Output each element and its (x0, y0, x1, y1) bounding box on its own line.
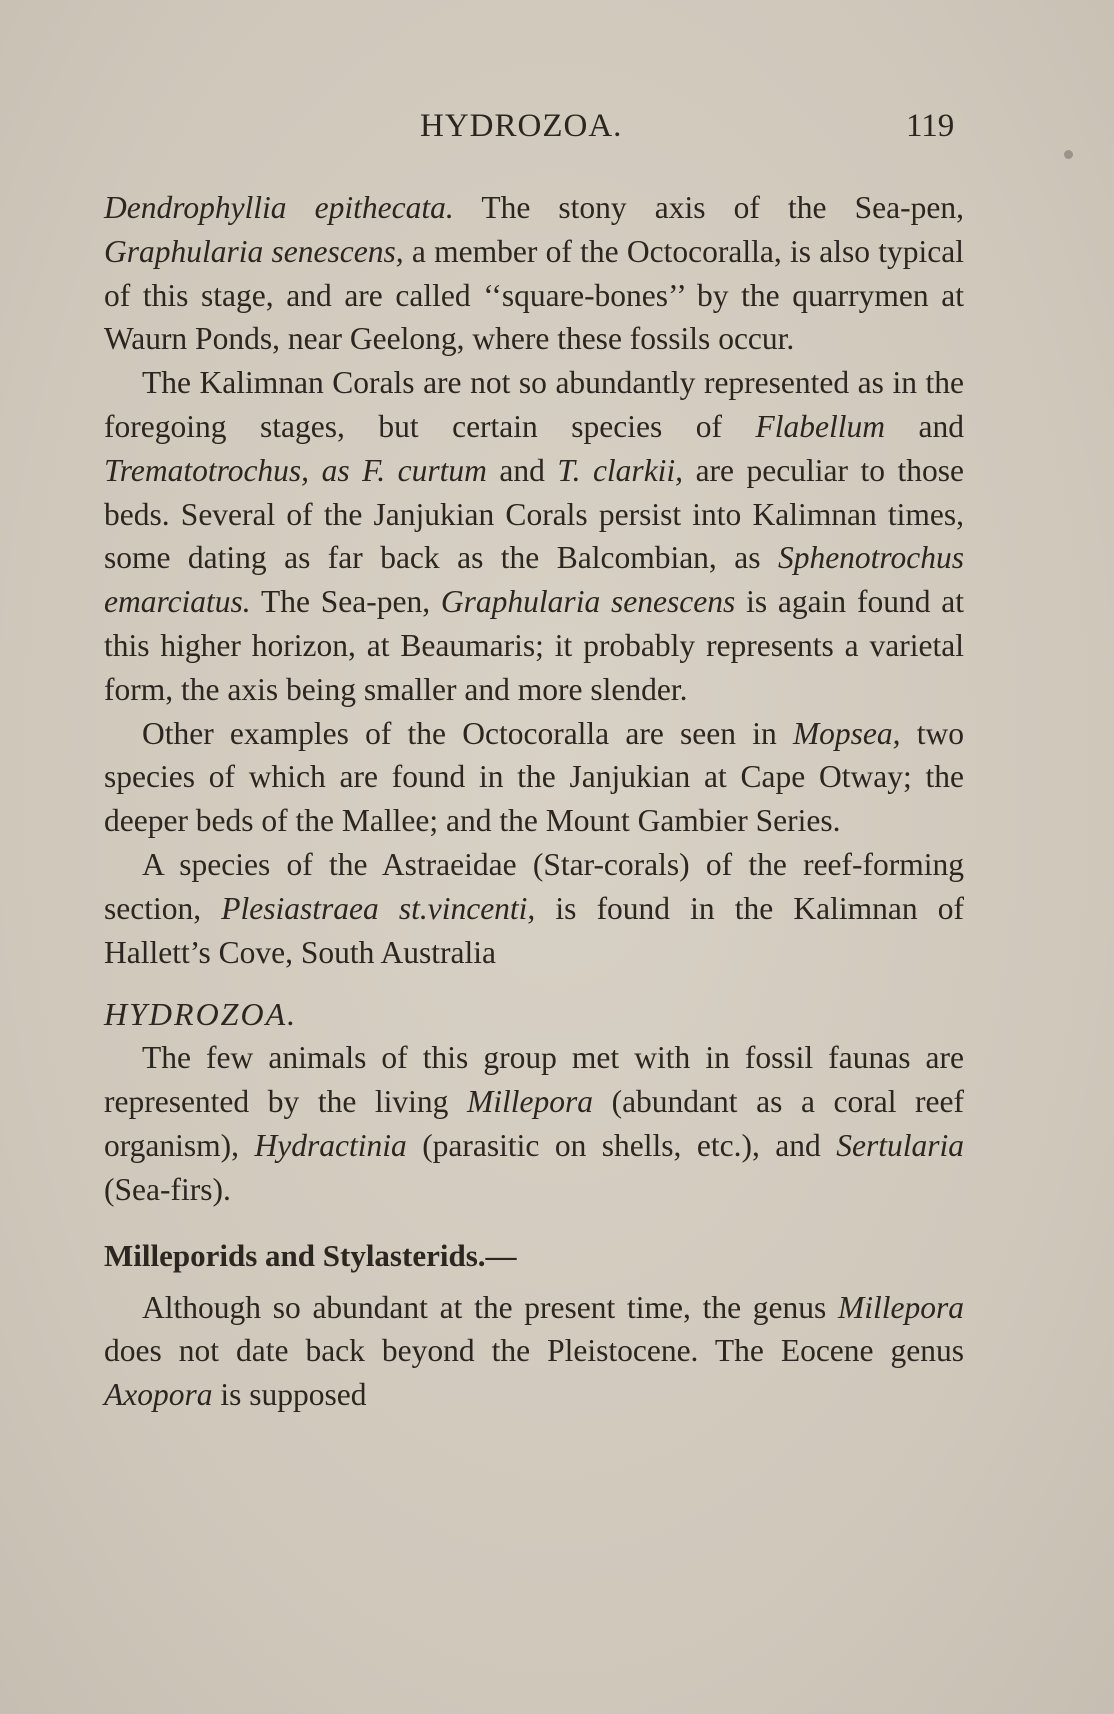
text-run: is found in the Kalimnan of Hallett’s Cove, South Australia (104, 890, 964, 970)
italic-run: Sertularia (836, 1127, 965, 1163)
sub-heading: Milleporids and Stylasterids.— (104, 1237, 517, 1273)
text-run: Other examples of the Octocoralla are seen in (142, 715, 793, 751)
text-run: (parasitic on shells, etc.), and (406, 1127, 837, 1163)
text-run: and (885, 408, 964, 444)
text-run: The few animals of this group met with in fossil faunas are represented by the living (104, 1040, 964, 1120)
body-text (104, 186, 964, 1417)
text-run: are peculiar to those beds. Several of the Janjukian Corals persist into Kalimnan times, some dating as far back as the Balcombian, as (104, 452, 964, 576)
text-run: Although so abundant at the present time, the genus (142, 1289, 838, 1325)
page-number: 119 (906, 108, 955, 144)
running-head (0, 108, 1114, 152)
italic-run: Millepora (467, 1084, 593, 1120)
text-run: A species of the Astraeidae (Star-corals) of the reef-forming section, (104, 846, 964, 926)
text-run: The Kalimnan Corals are not so abundantly represented as in the foregoing stages, but certain species of (104, 365, 964, 444)
paragraph (104, 186, 964, 361)
text-run: The stony axis of the Sea-pen, (453, 190, 964, 225)
paper-speck (1064, 150, 1073, 159)
paragraph (104, 1036, 964, 1211)
text-run: (abundant as a coral reef organism), (104, 1084, 964, 1163)
paragraph (104, 843, 964, 974)
paragraph (104, 1286, 964, 1417)
italic-run: Dendrophyllia epithecata. (104, 190, 454, 225)
italic-run: Graphularia senescens, (104, 233, 404, 269)
italic-run: Sphenotrochus emarciatus. (104, 540, 964, 620)
text-run: The Sea-pen, (250, 584, 441, 620)
italic-run: Hydractinia (254, 1127, 407, 1163)
paragraph (104, 361, 964, 711)
italic-run: Mopsea, (792, 715, 901, 751)
running-title: HYDROZOA. (420, 108, 623, 144)
italic-run: Graphularia senescens (440, 584, 736, 620)
text-run: (Sea-firs). (104, 1171, 231, 1207)
text-run: a member of the Octocoralla, is also typical of this stage, and are called ‘‘square-bones’’ by the quarrymen at Waurn Ponds, near Geelong, where these fossils occur. (104, 233, 964, 357)
section-heading: HYDROZOA. (104, 996, 298, 1033)
italic-run: Plesiastraea st.vincenti, (221, 890, 536, 926)
italic-run: Axopora (104, 1377, 213, 1413)
text-run: two species of which are found in the Janjukian at Cape Otway; the deeper beds of the Mallee; and the Mount Gambier Series. (104, 715, 965, 839)
italic-run: T. clarkii, (557, 452, 684, 488)
italic-run: Trematotrochus, as F. curtum (104, 452, 487, 488)
text-run: is supposed (212, 1377, 367, 1413)
italic-run: Millepora (838, 1289, 964, 1325)
text-run: is again found at this higher horizon, at Beaumaris; it probably represents a varietal form, the axis being smaller and more slender. (104, 584, 965, 707)
text-run: does not date back beyond the Pleistocene. The Eocene genus (104, 1333, 964, 1369)
text-run: and (486, 452, 558, 488)
italic-run: Flabellum (755, 408, 885, 444)
paragraph (104, 712, 964, 843)
